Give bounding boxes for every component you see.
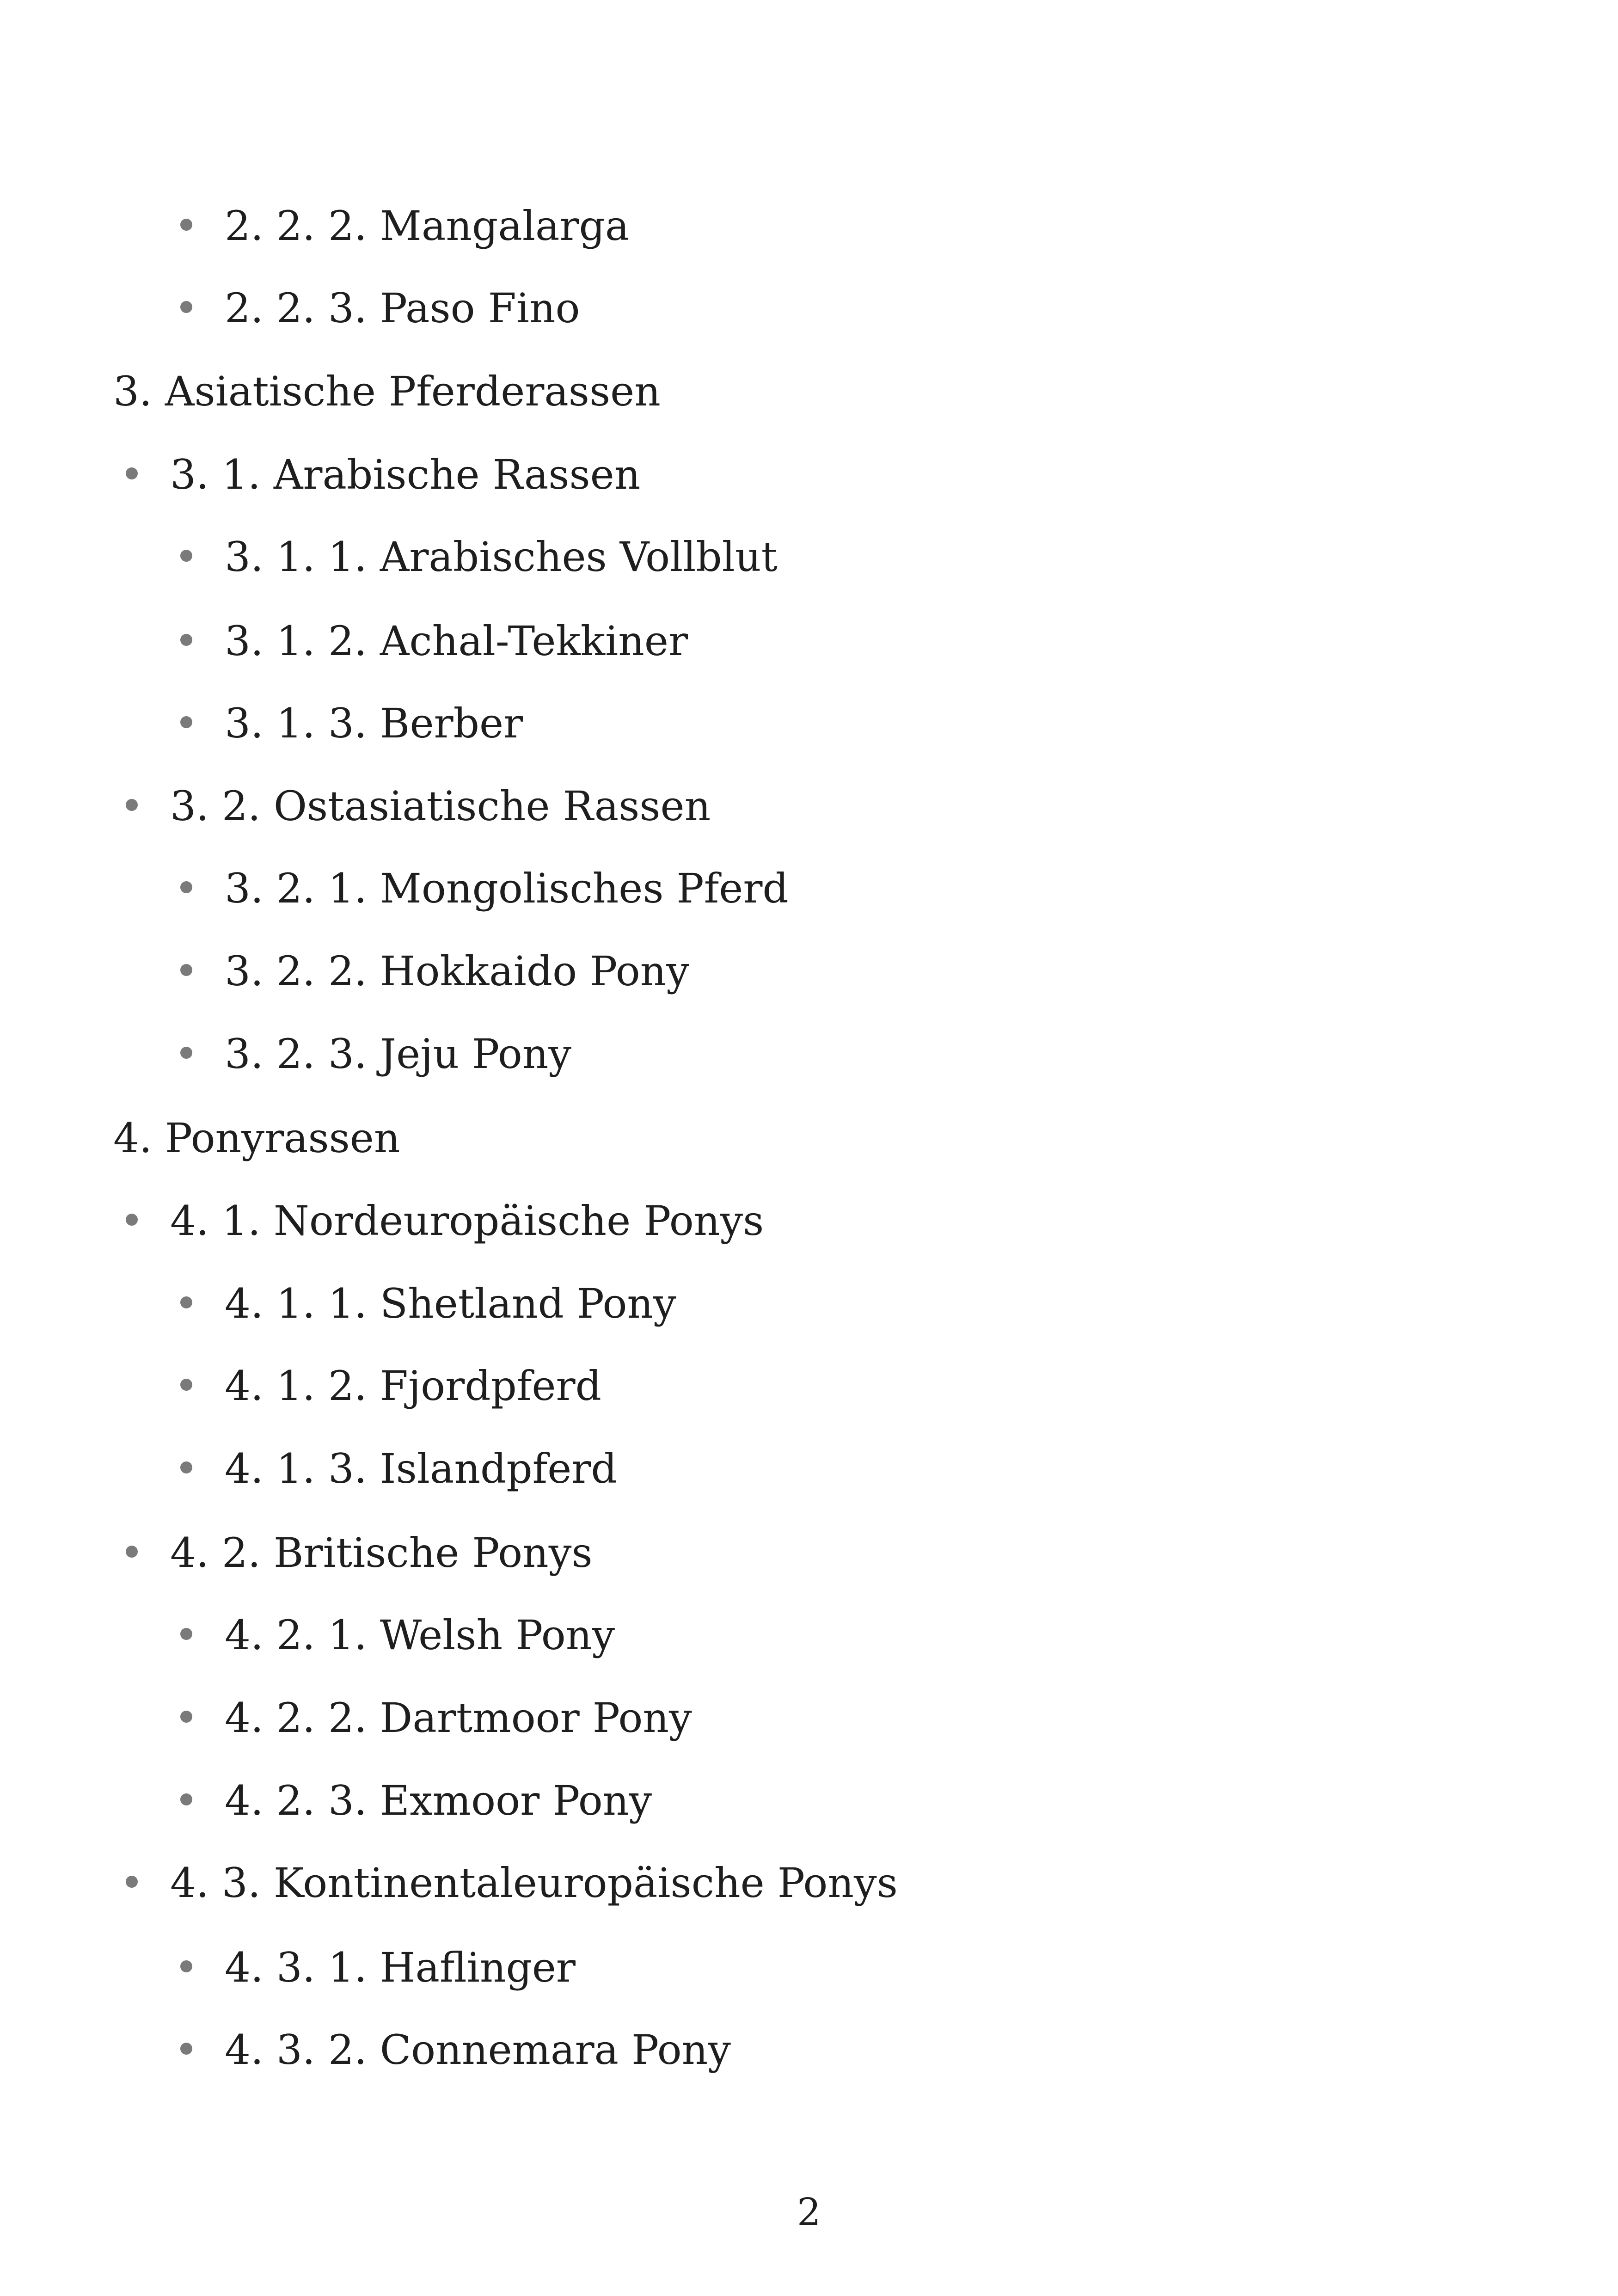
toc-entry-label: 4. 3. 2. Connemara Pony — [225, 2026, 731, 2074]
toc-entry-label: 2. 2. 2. Mangalarga — [225, 202, 630, 250]
toc-entry — [180, 1777, 652, 1824]
toc-subsection — [126, 1197, 764, 1245]
toc-entry-label: 2. 2. 3. Paso Fino — [225, 284, 580, 332]
page-number: 2 — [797, 2191, 821, 2235]
bullet-icon — [180, 1628, 192, 1640]
toc-subsection-label: 3. 1. Arabische Rassen — [170, 451, 641, 498]
toc-entry — [180, 2026, 731, 2074]
toc-entry — [180, 1280, 676, 1327]
toc-entry-label: 3. 1. 1. Arabisches Vollblut — [225, 533, 778, 581]
bullet-icon — [180, 634, 192, 646]
bullet-icon — [126, 1876, 138, 1888]
toc-entry — [180, 700, 523, 747]
bullet-icon — [126, 799, 138, 811]
toc-subsection-label: 4. 1. Nordeuropäische Ponys — [170, 1197, 764, 1245]
toc-entry — [180, 1694, 692, 1742]
bullet-icon — [180, 1960, 192, 1972]
bullet-icon — [180, 2043, 192, 2055]
toc-entry — [180, 1611, 615, 1659]
toc-subsection — [126, 782, 711, 830]
toc-entry-label: 3. 1. 3. Berber — [225, 700, 523, 747]
toc-section-label: 3. Asiatische Pferderassen — [113, 368, 661, 415]
bullet-icon — [180, 550, 192, 562]
bullet-icon — [180, 1379, 192, 1391]
toc-section-label: 4. Ponyrassen — [113, 1114, 400, 1162]
bullet-icon — [180, 1047, 192, 1059]
toc-entry-label: 3. 1. 2. Achal-Tekkiner — [225, 617, 688, 665]
toc-entry — [180, 865, 789, 912]
toc-entry-label: 4. 2. 3. Exmoor Pony — [225, 1777, 652, 1824]
toc-subsection-label: 4. 3. Kontinentaleuropäische Ponys — [170, 1859, 898, 1907]
toc-entry — [180, 947, 690, 995]
bullet-icon — [126, 1546, 138, 1558]
toc-entry-label: 4. 1. 1. Shetland Pony — [225, 1280, 676, 1327]
toc-entry — [180, 1362, 601, 1410]
toc-entry — [180, 617, 688, 665]
toc-entry-label: 4. 1. 2. Fjordpferd — [225, 1362, 601, 1410]
toc-entry — [180, 1944, 576, 1991]
bullet-icon — [180, 1711, 192, 1723]
toc-entry — [180, 202, 630, 250]
toc-entry-label: 3. 2. 2. Hokkaido Pony — [225, 947, 690, 995]
bullet-icon — [180, 1793, 192, 1805]
bullet-icon — [126, 467, 138, 479]
toc-entry — [180, 1445, 617, 1492]
toc-section-heading — [113, 368, 661, 415]
toc-subsection — [126, 1859, 898, 1907]
toc-subsection — [126, 451, 641, 498]
bullet-icon — [180, 301, 192, 313]
toc-entry — [180, 284, 580, 332]
bullet-icon — [126, 1214, 138, 1226]
toc-entry-label: 4. 2. 2. Dartmoor Pony — [225, 1694, 692, 1742]
toc-entry-label: 4. 1. 3. Islandpferd — [225, 1445, 617, 1492]
toc-entry — [180, 1030, 572, 1078]
toc-entry-label: 4. 2. 1. Welsh Pony — [225, 1611, 615, 1659]
toc-entry-label: 3. 2. 3. Jeju Pony — [225, 1030, 572, 1078]
toc-entry-label: 4. 3. 1. Haflinger — [225, 1944, 576, 1991]
bullet-icon — [180, 716, 192, 728]
bullet-icon — [180, 219, 192, 231]
bullet-icon — [180, 881, 192, 893]
toc-entry-label: 3. 2. 1. Mongolisches Pferd — [225, 865, 789, 912]
bullet-icon — [180, 1461, 192, 1473]
bullet-icon — [180, 964, 192, 976]
toc-entry — [180, 533, 778, 581]
bullet-icon — [180, 1296, 192, 1308]
toc-section-heading — [113, 1114, 400, 1162]
toc-subsection-label: 3. 2. Ostasiatische Rassen — [170, 782, 711, 830]
toc-subsection-label: 4. 2. Britische Ponys — [170, 1529, 593, 1577]
toc-subsection — [126, 1529, 593, 1577]
